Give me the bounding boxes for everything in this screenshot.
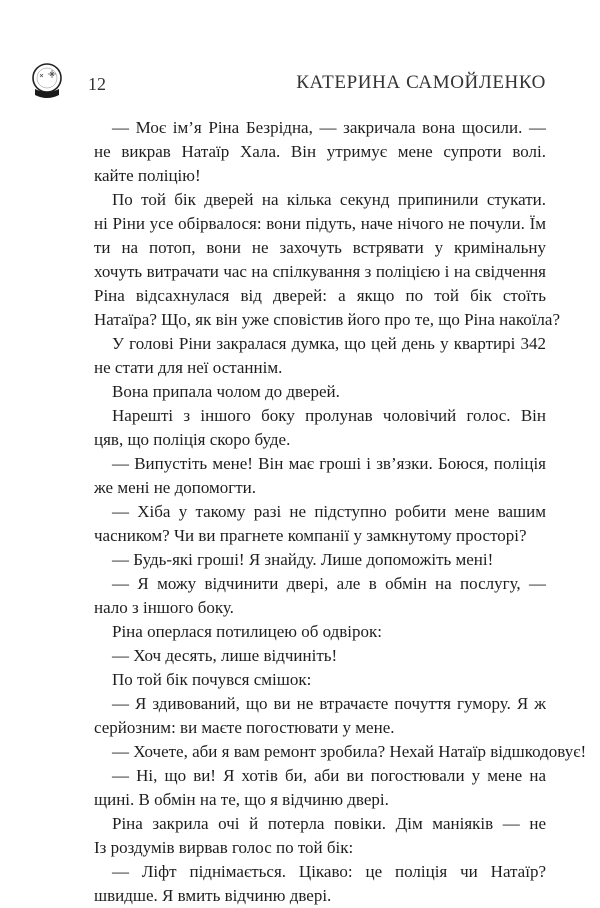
text-line: цяв, що поліція скоро буде. [94,430,291,449]
text-line: швидше. Я вмить відчиню двері. [94,886,332,905]
running-header-author: КАТЕРИНА САМОЙЛЕНКО [296,72,546,93]
text-line: щині. В обмін на те, що я відчиню двері. [94,790,389,809]
text-line: ти на потоп, вони не захочуть встрявати у кримінальну [94,238,546,257]
text-line: серйозним: ви маєте погостювати у мене. [94,718,395,737]
text-line: Із роздумів вирвав голос по той бік: [94,838,354,857]
crystal-ball-icon [30,62,64,102]
text-line: Нарешті з іншого боку пролунав чоловічий голос. Він [112,406,546,425]
text-line: кайте поліцію! [94,166,201,185]
text-line: — Будь-які гроші! Я знайду. Лише допоможіть мені! [112,550,494,569]
text-line: часником? Чи ви прагнете компанії у замкнутому просторі? [94,526,527,545]
text-line: Ріна відсахнулася від дверей: а якщо по той бік стоїть [94,286,546,305]
text-line: — Я можу відчинити двері, але в обмін на послугу, — [112,574,546,593]
text-line: Вона припала чолом до дверей. [112,382,340,401]
text-line: — Випустіть мене! Він має гроші і зв’язки. Боюся, поліція [112,454,546,473]
text-line: — Ліфт піднімається. Цікаво: це поліція чи Натаїр? [112,862,546,881]
text-line: не стати для неї останнім. [94,358,283,377]
text-line: — Хочете, аби я вам ремонт зробила? Нехай Натаїр відшкодовує! [112,742,587,761]
page-body-text [94,116,587,908]
text-line: Натаїра? Що, як він уже сповістив його про те, що Ріна накоїла? [94,310,561,329]
text-line: ні Ріни усе обірвалося: вони підуть, наче нічого не почули. Їм [94,214,546,233]
text-line: не викрав Натаїр Хала. Він утримує мене супроти волі. [94,142,546,161]
text-line: — Моє ім’я Ріна Безрідна, — закричала вона щосили. — [112,118,546,137]
text-line: По той бік дверей на кілька секунд припинили стукати. [112,190,546,209]
page-number: 12 [88,74,106,94]
text-line: Ріна закрила очі й потерла повіки. Дім маніяків — не [112,814,546,833]
text-line: же мені не допомогти. [94,478,257,497]
text-line: — Я здивований, що ви не втрачаєте почуття гумору. Я ж [112,694,546,713]
text-line: По той бік почувся смішок: [112,670,312,689]
text-line: Ріна оперлася потилицею об одвірок: [112,622,382,641]
text-line: — Ні, що ви! Я хотів би, аби ви погостювали у мене на [112,766,546,785]
text-line: — Хіба у такому разі не підступно робити мене вашим [112,502,546,521]
text-line: нало з іншого боку. [94,598,234,617]
text-line: У голові Ріни закралася думка, що цей день у квартирі 342 [112,334,546,353]
text-line: хочуть витрачати час на спілкування з поліцією і на свідчення [94,262,546,281]
text-line: — Хоч десять, лише відчиніть! [112,646,338,665]
